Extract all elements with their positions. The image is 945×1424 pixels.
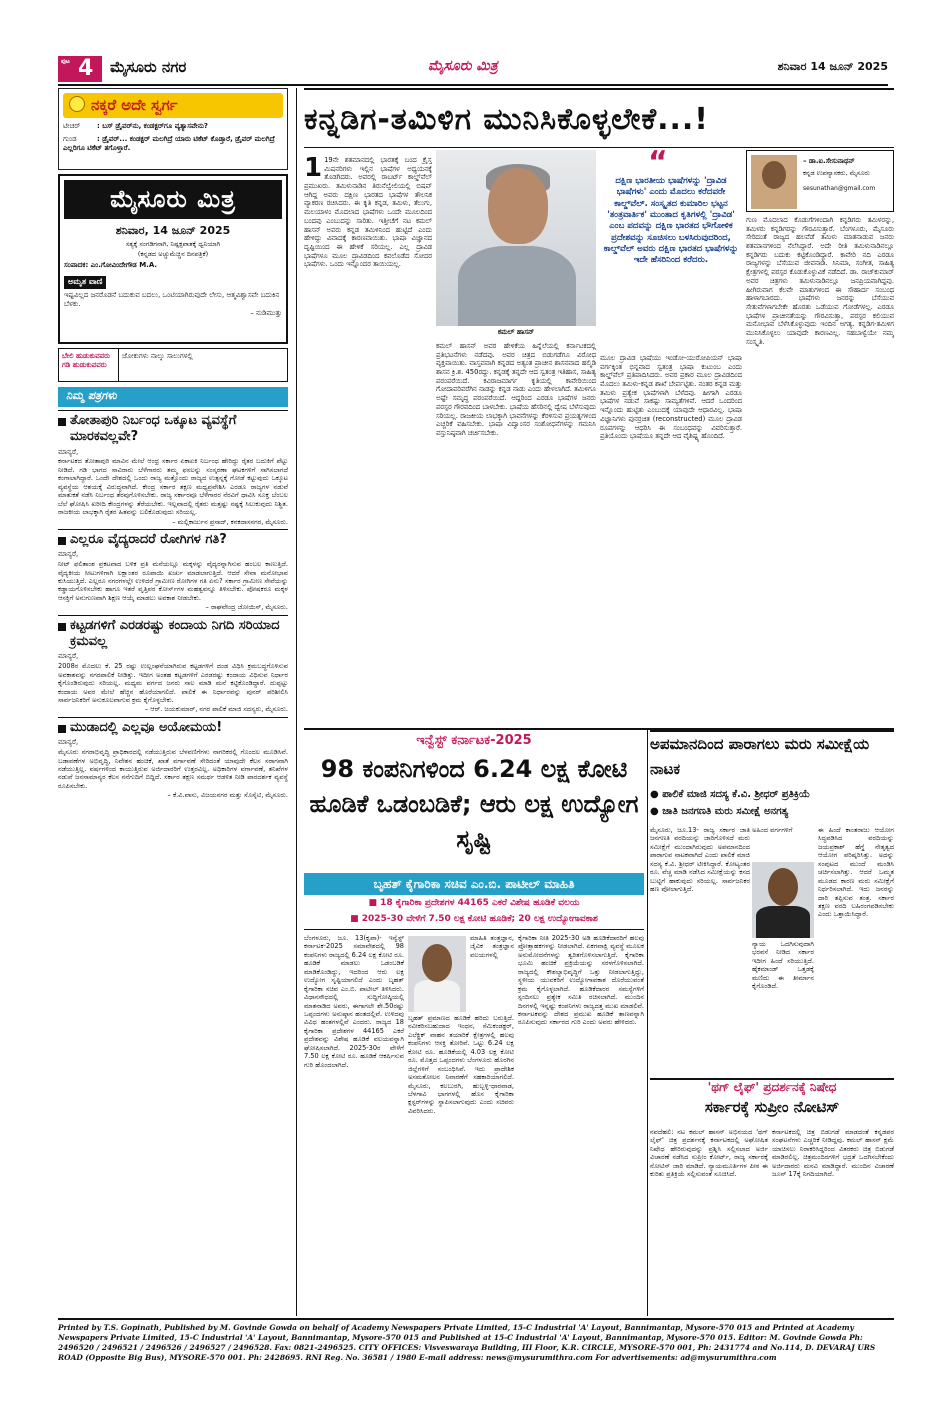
- page-label: ಪುಟ: [61, 58, 70, 65]
- letter-item: [58, 529, 288, 612]
- main-article-col1: [304, 156, 432, 726]
- humor-a-label: ಗುಂಡ: [63, 135, 77, 144]
- survey-headline: ಅಪಮಾನದಿಂದ ಪಾರಾಗಲು ಮರು ಸಮೀಕ್ಷೆಯ ನಾಟಕ: [650, 730, 894, 782]
- page-header: [58, 52, 888, 86]
- author-box: [746, 150, 894, 212]
- letter-body: ಕರ್ನಾಟಕದ ತೋತಾಪುರಿ ಮಾವಿನ ಮೇಲೆ ಆಂಧ್ರ ಸರ್ಕಾರ ಏಕಾಏಕಿ ನಿರ್ಬಂಧ ಹೇರಿದ್ದು ರೈತರ ಬದುಕಿಗೆ ಪೆಟ್ಟು ನೀಡಿದೆ. ಗಡಿ ಭಾಗದ ಸಾವಿರಾರು ಬೆಳೆಗಾರರು ತಮ್ಮ ಫಸಲನ್ನು ಸಂಸ್ಕರಣಾ ಘಟಕಗಳಿಗೆ ಸಾಗಿಸಲಾಗದೆ ಕಂಗಾಲಾಗಿದ್ದಾರೆ. ಒಂದೇ ದೇಶದಲ್ಲಿ ಒಂದು ರಾಜ್ಯ ಮತ್ತೊಂದು ರಾಜ್ಯದ ಉತ್ಪನ್ನಕ್ಕೆ ಗೋಡೆ ಕಟ್ಟುವುದು ಒಕ್ಕೂಟ ವ್ಯವಸ್ಥೆಯ ಆಶಯಕ್ಕೆ ವಿರುದ್ಧವಾಗಿದೆ. ಕೇಂದ್ರ ಸರ್ಕಾರ ತಕ್ಷಣ ಮಧ್ಯಪ್ರವೇಶಿಸಿ ಎರಡೂ ರಾಜ್ಯಗಳ ನಡುವೆ ಮಾತುಕತೆ ನಡೆಸಿ ನಿರ್ಬಂಧ ತೆರವುಗೊಳಿಸಬೇಕು. ರಾಜ್ಯ ಸರ್ಕಾರವೂ ಬೆಳೆಗಾರರ ನೆರವಿಗೆ ಧಾವಿಸಿ ಸೂಕ್ತ ಬೆಂಬಲ ಬೆಲೆ ಘೋಷಿಸಿ ಖರೀದಿ ಕೇಂದ್ರಗಳನ್ನು ತೆರೆಯಬೇಕು. ಇಲ್ಲವಾದಲ್ಲಿ ರೈತರು ಮತ್ತಷ್ಟು ನಷ್ಟಕ್ಕೆ ಸಿಲುಕುವುದು ನಿಶ್ಚಿತ. ರಾಜಕೀಯ ಲಾಭಕ್ಕಾಗಿ ರೈತರ ಹಿತವನ್ನು ಬಲಿಕೊಡುವುದು ಸರಿಯಲ್ಲ.: [58, 457, 288, 517]
- letters-section-title: ನಿಮ್ಮ ಪತ್ರಗಳು: [58, 387, 288, 407]
- photo-caption: ಕಮಲ್ ಹಾಸನ್: [497, 328, 535, 336]
- letter-body: 2008ರ ಮೊದಲು ಕೆ. 25 ರಷ್ಟು ಉಲ್ಲಂಘನೆಯಾಗಿರುವ ಕಟ್ಟಡಗಳಿಗೆ ದಂಡ ವಿಧಿಸಿ ಕ್ರಮಬದ್ಧಗೊಳಿಸುವ ಅವಕಾಶವನ್ನು ನಗರಪಾಲಿಕೆ ನೀಡಿತ್ತು. ಇದೀಗ ಅಂತಹ ಕಟ್ಟಡಗಳಿಗೆ ಎರಡರಷ್ಟು ಕಂದಾಯ ವಿಧಿಸುವ ನಿರ್ಧಾರ ಕೈಗೊಂಡಿರುವುದು ಸರಿಯಲ್ಲ. ಮಧ್ಯಮ ವರ್ಗದ ಜನರು ಸಾಲ ಮಾಡಿ ಮನೆ ಕಟ್ಟಿಕೊಂಡಿದ್ದಾರೆ. ದುಪ್ಪಟ್ಟು ಕಂದಾಯ ಅವರ ಮೇಲೆ ಹೆಚ್ಚಿನ ಹೊರೆಯಾಗಲಿದೆ. ಪಾಲಿಕೆ ಈ ನಿರ್ಧಾರವನ್ನು ಪುನರ್ ಪರಿಶೀಲಿಸಿ ಸಾರ್ವಜನಿಕರಿಗೆ ಅನುಕೂಲವಾಗುವ ಕ್ರಮ ಕೈಗೊಳ್ಳಬೇಕು.: [58, 662, 288, 704]
- letter-salutation: ಮಾನ್ಯರೆ,: [58, 550, 79, 559]
- thuglife-kicker: 'ಥಗ್ ಲೈಫ್' ಪ್ರದರ್ಶನಕ್ಕೆ ನಿಷೇಧ: [650, 1078, 894, 1096]
- tiny-box-left: ಬೇಲಿ ಹುಡುಕುವವರು ಗಡಿ ಹುಡುಕುವವರು: [59, 349, 119, 381]
- minister-photo: [408, 936, 466, 1012]
- amrutha-title: ಅಮೃತ ವಾಣಿ: [64, 276, 106, 288]
- author-photo: [751, 155, 797, 209]
- letter-title: ತೋತಾಪುರಿ ನಿರ್ಬಂಧ ಒಕ್ಕೂಟ ವ್ಯವಸ್ಥೆಗೆ ಮಾರಕವಲ್ಲವೇ?: [58, 413, 288, 446]
- letter-salutation: ಮಾನ್ಯರೆ,: [58, 447, 79, 456]
- invest-kicker: ಇನ್ವೆಸ್ಟ್ ಕರ್ನಾಟಕ-2025: [416, 733, 532, 748]
- invest-headline: 98 ಕಂಪನಿಗಳಿಂದ 6.24 ಲಕ್ಷ ಕೋಟಿ ಹೂಡಿಕೆ ಒಡಂಬಡಿಕೆ; ಆರು ಲಕ್ಷ ಉದ್ಯೋಗ ಸೃಷ್ಟಿ: [309, 755, 639, 853]
- page-number: 4: [78, 56, 94, 81]
- invest-col1: ಬೆಂಗಳೂರು, ಜೂ. 13(ಕೃಪಾ)- ಇನ್ವೆಸ್ಟ್ ಕರ್ನಾಟಕ-2025 ಸಮಾವೇಶದಲ್ಲಿ 98 ಕಂಪನಿಗಳು ರಾಜ್ಯದಲ್ಲಿ 6.24 ಲಕ್ಷ ಕೋಟಿ ರೂ. ಹೂಡಿಕೆ ಮಾಡಲು ಒಡಂಬಡಿಕೆ ಮಾಡಿಕೊಂಡಿದ್ದು, ಇದರಿಂದ ಆರು ಲಕ್ಷ ಉದ್ಯೋಗ ಸೃಷ್ಟಿಯಾಗಲಿದೆ ಎಂದು ಬೃಹತ್ ಕೈಗಾರಿಕಾ ಸಚಿವ ಎಂ.ಬಿ. ಪಾಟೀಲ್ ತಿಳಿಸಿದರು. ವಿಧಾನಸೌಧದಲ್ಲಿ ಸುದ್ದಿಗೋಷ್ಠಿಯಲ್ಲಿ ಮಾತನಾಡಿದ ಅವರು, ಈಗಾಗಲೇ ಶೇ.50ರಷ್ಟು ಒಪ್ಪಂದಗಳು ಅನುಷ್ಠಾನ ಹಂತದಲ್ಲಿವೆ. ಉಳಿದವು ವಿವಿಧ ಹಂತಗಳಲ್ಲಿವೆ ಎಂದರು. ರಾಜ್ಯದ 18 ಕೈಗಾರಿಕಾ ಪ್ರದೇಶಗಳ 44165 ಎಕರೆ ಪ್ರದೇಶವನ್ನು ವಿಶೇಷ ಹೂಡಿಕೆ ವಲಯವನ್ನಾಗಿ ಘೋಷಿಸಲಾಗಿದೆ. 2025-30ರ ವೇಳೆಗೆ 7.50 ಲಕ್ಷ ಕೋಟಿ ರೂ. ಹೂಡಿಕೆ ಆಕರ್ಷಿಸುವ ಗುರಿ ಹೊಂದಲಾಗಿದೆ.: [304, 934, 404, 1069]
- pull-quote: [600, 150, 742, 350]
- humor-answer: [63, 135, 283, 153]
- quote-mark-icon: “: [648, 150, 668, 180]
- main-article-col2: ಕಮಲ್ ಹಾಸನ್ ಅವರ ಹೇಳಿಕೆಯ ಹಿನ್ನೆಲೆಯಲ್ಲಿ ಕರ್ನಾಟಕದಲ್ಲಿ ಪ್ರತಿಭಟನೆಗಳು ನಡೆದವು. ಅವರ ಚಿತ್ರದ ಬಿಡುಗಡೆಗೂ ವಿರೋಧ ವ್ಯಕ್ತವಾಯಿತು. ವಾಸ್ತವವಾಗಿ ಕನ್ನಡದ ಅತ್ಯಂತ ಪ್ರಾಚೀನ ಶಾಸನವಾದ ಹಲ್ಮಿಡಿ ಶಾಸನ ಕ್ರಿ.ಶ. 450ರದ್ದು. ಕನ್ನಡಕ್ಕೆ ತನ್ನದೇ ಆದ ಸ್ವತಂತ್ರ ಇತಿಹಾಸ, ಸಾಹಿತ್ಯ ಪರಂಪರೆಯಿದೆ. ಕವಿರಾಜಮಾರ್ಗ ಕೃತಿಯಲ್ಲಿ ಕಾವೇರಿಯಿಂದ ಗೋದಾವರಿವರೆಗಿನ ನಾಡನ್ನು ಕನ್ನಡ ನಾಡು ಎಂದು ಹೇಳಲಾಗಿದೆ. ತಮಿಳಿಗೂ ಅಷ್ಟೇ ಸಮೃದ್ಧ ಪರಂಪರೆಯಿದೆ. ಆದ್ದರಿಂದ ಎರಡೂ ಭಾಷೆಗಳ ಜನರು ಪರಸ್ಪರ ಗೌರವದಿಂದ ಬಾಳಬೇಕು. ಭಾಷೆಯ ಹೆಸರಿನಲ್ಲಿ ದ್ವೇಷ ಬೆಳೆಸುವುದು ಸರಿಯಲ್ಲ. ರಾಜಕೀಯ ಲಾಭಕ್ಕಾಗಿ ಭಾವನೆಗಳನ್ನು ಕೆರಳಿಸುವ ಪ್ರಯತ್ನಗಳಿಂದ ಎಚ್ಚರಿಕೆ ವಹಿಸಬೇಕು. ಭಾಷಾ ವಿದ್ವಾಂಸರ ಸಂಶೋಧನೆಗಳನ್ನು ಗಮನಿಸಿ ವಸ್ತುನಿಷ್ಠವಾಗಿ ಚರ್ಚಿಸಬೇಕು.: [436, 342, 596, 437]
- letter-item: [58, 615, 288, 714]
- masthead-tagline: ಸತ್ಯಕ್ಕೆ ಸಂಗಡಿಗನಾಗಿ, ನಿಷ್ಪಕ್ಷಪಾತಕ್ಕೆ ಧ್ವನಿಯಾಗಿ: [125, 239, 221, 248]
- humor-q-label: ಟೀಚರ್: [63, 122, 81, 131]
- tiny-box-right: ಜೋಕುಗಳು ನಾಲ್ಕು ಸಾಲುಗಳಲ್ಲಿ: [122, 352, 193, 360]
- thuglife-headline: ಸರ್ಕಾರಕ್ಕೆ ಸುಪ್ರೀಂ ನೋಟಿಸ್: [704, 1098, 840, 1116]
- invest-col3: ಕೈಗಾರಿಕಾ ನೀತಿ 2025-30 ಅಡಿ ಹೂಡಿಕೆದಾರರಿಗೆ ಹಲವು ಪ್ರೋತ್ಸಾಹಕಗಳನ್ನು ನೀಡಲಾಗಿದೆ. ಏಕಗವಾಕ್ಷಿ ವ್ಯವಸ್ಥೆ ಮೂಲಕ ಅನುಮೋದನೆಗಳನ್ನು ತ್ವರಿತಗೊಳಿಸಲಾಗುತ್ತಿದೆ. ಕೈಗಾರಿಕಾ ಭೂಮಿ ಹಂಚಿಕೆ ಪ್ರಕ್ರಿಯೆಯನ್ನು ಸರಳಗೊಳಿಸಲಾಗಿದೆ. ರಾಜ್ಯದಲ್ಲಿ ಕೌಶಲ್ಯಾಭಿವೃದ್ಧಿಗೆ ಒತ್ತು ನೀಡಲಾಗುತ್ತಿದ್ದು, ಸ್ಥಳೀಯ ಯುವಕರಿಗೆ ಉದ್ಯೋಗಾವಕಾಶ ದೊರೆಯುವಂತೆ ಕ್ರಮ ಕೈಗೊಳ್ಳಲಾಗಿದೆ. ಹೂಡಿಕೆದಾರರ ಸಮಸ್ಯೆಗಳಿಗೆ ಸ್ಪಂದಿಸಲು ಪ್ರತ್ಯೇಕ ಸಮಿತಿ ರಚಿಸಲಾಗಿದೆ. ಮುಂದಿನ ದಿನಗಳಲ್ಲಿ ಇನ್ನಷ್ಟು ಕಂಪನಿಗಳು ರಾಜ್ಯದತ್ತ ಮುಖ ಮಾಡಲಿವೆ. ಕರ್ನಾಟಕವನ್ನು ದೇಶದ ಪ್ರಮುಖ ಹೂಡಿಕೆ ತಾಣವನ್ನಾಗಿ ರೂಪಿಸುವುದು ಸರ್ಕಾರದ ಗುರಿ ಎಂದು ಅವರು ಹೇಳಿದರು.: [518, 934, 644, 1027]
- letter-signature: – ಆರ್. ಜಯಕುಮಾರ್, ನಗರ ಪಾಲಿಕೆ ಮಾಜಿ ಸದಸ್ಯರು, ಮೈಸೂರು.: [144, 705, 288, 714]
- letter-title: ಕಟ್ಟಡಗಳಿಗೆ ಎರಡರಷ್ಟು ಕಂದಾಯ ನಿಗದಿ ಸರಿಯಾದ ಕ್ರಮವಲ್ಲ: [58, 618, 288, 651]
- left-column: [58, 88, 288, 1318]
- letter-salutation: ಮಾನ್ಯರೆ,: [58, 652, 79, 661]
- amrutha-author: – ನುಡಿಮುತ್ತು: [250, 308, 282, 317]
- survey-col2-top: ಅಹಿಂದ ವರ್ಗಗಳಿಗೆ: [752, 826, 793, 834]
- humor-title: [63, 93, 283, 118]
- letter-title: ಮುಡಾದಲ್ಲಿ ಎಲ್ಲವೂ ಅಯೋಮಯ!: [58, 720, 288, 736]
- thuglife-col2: ಕರ್ನಾಟಕದಲ್ಲಿ ಚಿತ್ರ ಬಿಡುಗಡೆ ಮಾಡದಂತೆ ಕನ್ನಡಪರ ಸಂಘಟನೆಗಳು ಎಚ್ಚರಿಕೆ ನೀಡಿದ್ದವು. ಕಮಲ್ ಹಾಸನ್ ಕ್ಷಮೆ ಯಾಚಿಸಲು ನಿರಾಕರಿಸಿದ್ದರಿಂದ ವಿತರಕರು ಚಿತ್ರ ಬಿಡುಗಡೆ ಮಾಡಿರಲಿಲ್ಲ. ಚಿತ್ರಮಂದಿರಗಳಿಗೆ ಭದ್ರತೆ ಒದಗಿಸಬೇಕೆಂದು ಅರ್ಜಿದಾರರು ಮನವಿ ಮಾಡಿದ್ದಾರೆ. ಮುಂದಿನ ವಿಚಾರಣೆ ಜೂನ್ 17ಕ್ಕೆ ನಿಗದಿಯಾಗಿದೆ.: [772, 1128, 894, 1179]
- survey-col2: ನ್ಯಾಯ ಒದಗಿಸುವುದಾಗಿ ಭರವಸೆ ನೀಡಿದ ಸರ್ಕಾರ ಇದೀಗ ಹಿಂದೆ ಸರಿಯುತ್ತಿದೆ. ಹೈಕಮಾಂಡ್ ಒತ್ತಡಕ್ಕೆ ಮಣಿದು ಈ ತೀರ್ಮಾನ ಕೈಗೊಂಡಿದೆ.: [752, 940, 814, 991]
- header-date: ಶನಿವಾರ 14 ಜೂನ್ 2025: [777, 60, 888, 73]
- letter-item: [58, 410, 288, 526]
- invest-bullet: ■ 18 ಕೈಗಾರಿಕಾ ಪ್ರದೇಶಗಳ 44165 ಎಕರೆ ವಿಶೇಷ ಹೂಡಿಕೆ ವಲಯ: [368, 898, 580, 908]
- letter-body: ಮೈಸೂರು ನಗರಾಭಿವೃದ್ಧಿ ಪ್ರಾಧಿಕಾರದಲ್ಲಿ ನಡೆಯುತ್ತಿರುವ ಬೆಳವಣಿಗೆಗಳು ನಾಗರಿಕರಲ್ಲಿ ಗೊಂದಲ ಮೂಡಿಸಿವೆ. ಬಡಾವಣೆಗಳ ಅಭಿವೃದ್ಧಿ, ನಿವೇಶನ ಹಂಚಿಕೆ, ಖಾತೆ ವರ್ಗಾವಣೆ ಸೇರಿದಂತೆ ಯಾವುದೇ ಕೆಲಸ ಸರಾಗವಾಗಿ ನಡೆಯುತ್ತಿಲ್ಲ. ವರ್ಷಗಳಿಂದ ಕಾಯುತ್ತಿರುವ ಅರ್ಜಿದಾರರಿಗೆ ಉತ್ತರವಿಲ್ಲ. ಅಧಿಕಾರಿಗಳ ವರ್ಗಾವಣೆ, ತನಿಖೆಗಳ ನಡುವೆ ಜನಸಾಮಾನ್ಯರ ಕೆಲಸ ನನೆಗುದಿಗೆ ಬಿದ್ದಿದೆ. ಸರ್ಕಾರ ತಕ್ಷಣ ಸಮರ್ಥ ಆಡಳಿತ ನೀಡಿ ಪಾರದರ್ಶಕ ವ್ಯವಸ್ಥೆ ರೂಪಿಸಬೇಕು.: [58, 748, 288, 790]
- drop-cap: 1: [304, 156, 323, 183]
- invest-bullet: ■ 2025-30 ವೇಳೆಗೆ 7.50 ಲಕ್ಷ ಕೋಟಿ ಹೂಡಿಕೆ; 20 ಲಕ್ಷ ಉದ್ಯೋಗಾವಕಾಶ: [304, 914, 644, 930]
- letter-signature: – ಮಲ್ಲಿಕಾರ್ಜುನ ಪ್ರಸಾದ್, ಕನಕದಾಸನಗರ, ಮೈಸೂರು.: [172, 517, 288, 526]
- author-email: sesunathan@gmail.com: [803, 185, 876, 192]
- imprint-footer: Printed by T.S. Gopinath, Published by M. Govinde Gowda on behalf of Academy Newspapers Private Limited, 15-C Industrial 'A' Layout, Bannimantap, Mysore-570 015 and Printed at Academy Newspapers Private Limited, 15-C Industrial 'A' Layout, Bannimantap, Mysore-570 015 and Published at 15-C Industrial 'A' Layout, Bannimantap, Mysore-570 015. Editor: M. Govinde Gowda Ph: 2496520 / 2496521 / 2496526 / 2496527 / 2496528. Fax: 0821-2496525. CITY OFFICES: Visveswaraya Building, III Floor, K.R. CIRCLE, MYSORE-570 001, Ph: 2431774 and No.114, D. DEVARAJ URS ROAD (Opposite Big Bus), MYSORE-570 001. Ph: 2428695. RNI Reg. No. 36581 / 1980 E-mail address: news@mysurumithra.com For advertisements: ad@mysurumithra.com: [58, 1318, 894, 1388]
- amrutha-text: ಇಷ್ಟವಿಲ್ಲದ ಜನರೊಡನೆ ಬದುಕುವ ಬದಲು, ಒಂಟಿಯಾಗಿರುವುದೇ ಲೇಸು, ಆತ್ಮವಿಶ್ವಾಸವೇ ಬದುಕಿನ ಬೆಳಕು.: [64, 290, 280, 308]
- header-masthead: ಮೈಸೂರು ಮಿತ್ರ: [428, 58, 498, 74]
- humor-title-text: ನಕ್ಕರೆ ಅದೇ ಸ್ವರ್ಗ: [91, 96, 178, 114]
- masthead-box: [58, 174, 288, 344]
- main-article-col4: ಗುಣ ಮೊದಲಾದ ಕೊಡುಗೆಗಳಿಂದಾಗಿ ಕನ್ನಡಿಗರು ತಮಿಳರನ್ನು, ತಮಿಳರು ಕನ್ನಡಿಗರನ್ನು ಗೌರವಿಸುತ್ತಾರೆ. ಬೆಂಗಳೂರು, ಮೈಸೂರು ಸೇರಿದಂತೆ ರಾಜ್ಯದ ಹಲವೆಡೆ ತಮಿಳು ಮಾತನಾಡುವ ಜನರು ಶತಮಾನಗಳಿಂದ ನೆಲೆಸಿದ್ದಾರೆ. ಅದೇ ರೀತಿ ತಮಿಳುನಾಡಿನಲ್ಲೂ ಕನ್ನಡಿಗರು ಬದುಕು ಕಟ್ಟಿಕೊಂಡಿದ್ದಾರೆ. ಕಾವೇರಿ ನದಿ ಎರಡೂ ರಾಜ್ಯಗಳನ್ನು ಬೆಸೆಯುವ ಜೀವನಾಡಿ. ಸಿನಿಮಾ, ಸಂಗೀತ, ಸಾಹಿತ್ಯ ಕ್ಷೇತ್ರಗಳಲ್ಲಿ ಪರಸ್ಪರ ಕೊಡುಕೊಳ್ಳುವಿಕೆ ನಡೆದಿದೆ. ಡಾ. ರಾಜ್‌ಕುಮಾರ್ ಅವರ ಚಿತ್ರಗಳು ತಮಿಳುನಾಡಿನಲ್ಲೂ ಜನಪ್ರಿಯವಾಗಿದ್ದವು. ಹೀಗಿರುವಾಗ ಕೆಲವೇ ಮಾತುಗಳಿಂದ ಈ ಸೌಹಾರ್ದ ಸಂಬಂಧ ಹಾಳಾಗಬಾರದು. ಭಾಷೆಗಳು ಜನರನ್ನು ಬೆಸೆಯುವ ಸೇತುವೆಗಳಾಗಬೇಕೇ ಹೊರತು ಒಡೆಯುವ ಗೋಡೆಗಳಲ್ಲ. ಎರಡೂ ಭಾಷೆಗಳ ಪ್ರಾಚೀನತೆಯನ್ನು ಗೌರವಿಸುತ್ತಾ, ಪರಸ್ಪರ ಕಲಿಯುವ ಮನೋಭಾವ ಬೆಳೆಸಿಕೊಳ್ಳುವುದು ಇಂದಿನ ಅಗತ್ಯ. ಕನ್ನಡಿಗ-ತಮಿಳಿಗ ಮುನಿಸಿಕೊಳ್ಳಲು ಯಾವುದೇ ಕಾರಣವಿಲ್ಲ. ಸಹಬಾಳ್ವೆಯೇ ನಮ್ಮ ಸಂಸ್ಕೃತಿ.: [746, 216, 894, 346]
- masthead-logo: ಮೈಸೂರು ಮಿತ್ರ: [64, 180, 282, 219]
- letter-item: [58, 717, 288, 800]
- survey-bullet: ● ಜಾತಿ ಜನಗಣತಿ ಮರು ಸಮೀಕ್ಷೆ ಅನಗತ್ಯ: [650, 806, 789, 817]
- masthead-subtagline: (ಕನ್ನಡದ ಅಚ್ಚುಮೆಚ್ಚಿನ ದಿನಪತ್ರಿಕೆ): [137, 250, 209, 259]
- thuglife-col1: ನವದೆಹಲಿ: ನಟ ಕಮಲ್ ಹಾಸನ್ ಅಭಿನಯದ 'ಥಗ್ ಲೈಫ್' ಚಿತ್ರ ಪ್ರದರ್ಶನಕ್ಕೆ ಕರ್ನಾಟಕದಲ್ಲಿ ಅಘೋಷಿತ ನಿಷೇಧ ಹೇರಿರುವುದನ್ನು ಪ್ರಶ್ನಿಸಿ ಸಲ್ಲಿಸಲಾದ ಅರ್ಜಿ ವಿಚಾರಣೆ ನಡೆಸಿದ ಸುಪ್ರೀಂ ಕೋರ್ಟ್, ರಾಜ್ಯ ಸರ್ಕಾರಕ್ಕೆ ನೋಟಿಸ್ ಜಾರಿ ಮಾಡಿದೆ. ನ್ಯಾಯಮೂರ್ತಿಗಳ ಪೀಠ ಈ ಕುರಿತು ಪ್ರತಿಕ್ರಿಯೆ ಸಲ್ಲಿಸುವಂತೆ ಸೂಚಿಸಿದೆ.: [650, 1128, 768, 1179]
- letter-title: ಎಲ್ಲರೂ ವೈದ್ಯರಾದರೆ ರೋಗಿಗಳ ಗತಿ?: [58, 532, 288, 548]
- survey-bullet: ● ಪಾಲಿಕೆ ಮಾಜಿ ಸದಸ್ಯ ಕೆ.ವಿ. ಶ್ರೀಧರ್ ಪ್ರತಿಕ್ರಿಯೆ: [650, 789, 811, 800]
- humor-q-text: : ಬಸ್ ಡ್ರೈವರ್‌ನು, ಕಂಡಕ್ಟರ್‌ಗೂ ವ್ಯತ್ಯಾಸವೇನು?: [97, 122, 208, 131]
- letter-signature: – ರಾಘವೇಂದ್ರ ಜೋಯಿಸ್, ಮೈಸೂರು.: [205, 603, 288, 612]
- sridhar-photo: [752, 862, 814, 938]
- tiny-box: [58, 348, 288, 382]
- invest-col2: ಬೃಹತ್ ಪ್ರಮಾಣದ ಹೂಡಿಕೆ ಹರಿದು ಬರುತ್ತಿದೆ. ನವೀಕರಿಸಬಹುದಾದ ಇಂಧನ, ಸೆಮಿಕಂಡಕ್ಟರ್, ಎಲೆಕ್ಟ್ರಿಕ್ ವಾಹನ ತಯಾರಿಕೆ ಕ್ಷೇತ್ರಗಳಲ್ಲಿ ಹಲವು ಕಂಪನಿಗಳು ಆಸಕ್ತಿ ತೋರಿವೆ. ಒಟ್ಟು 6.24 ಲಕ್ಷ ಕೋಟಿ ರೂ. ಹೂಡಿಕೆಯಲ್ಲಿ 4.03 ಲಕ್ಷ ಕೋಟಿ ರೂ. ಮೊತ್ತದ ಒಪ್ಪಂದಗಳು ಬೆಂಗಳೂರು ಹೊರಗಿನ ಜಿಲ್ಲೆಗಳಿಗೆ ಸಂಬಂಧಿಸಿವೆ. ಇದು ಪ್ರಾದೇಶಿಕ ಅಸಮತೋಲನ ನಿವಾರಣೆಗೆ ಸಹಕಾರಿಯಾಗಲಿದೆ. ಮೈಸೂರು, ಕಲಬುರಗಿ, ಹುಬ್ಬಳ್ಳಿ-ಧಾರವಾಡ, ಬೆಳಗಾವಿ ಭಾಗಗಳಲ್ಲಿ ಹೊಸ ಕೈಗಾರಿಕಾ ಕ್ಲಸ್ಟರ್‌ಗಳನ್ನು ಸ್ಥಾಪಿಸಲಾಗುವುದು ಎಂದು ಸಚಿವರು ವಿವರಿಸಿದರು.: [408, 1014, 514, 1115]
- letter-salutation: ಮಾನ್ಯರೆ,: [58, 738, 79, 747]
- pull-quote-text: ದಕ್ಷಿಣ ಭಾರತೀಯ ಭಾಷೆಗಳನ್ನು 'ದ್ರಾವಿಡ ಭಾಷೆಗಳು' ಎಂದು ಮೊದಲು ಕರೆದವರೇ ಕಾಲ್ಡ್‌ವೆಲ್. ಸಂಸ್ಕೃತದ ಕುಮಾರಿಲ ಭಟ್ಟನ 'ತಂತ್ರವಾರ್ತಿಕ' ಮುಂತಾದ ಕೃತಿಗಳಲ್ಲಿ 'ದ್ರಾವಿಡ' ಎಂಬ ಪದವನ್ನು ದಕ್ಷಿಣ ಭಾರತದ ಭೌಗೋಳಿಕ ಪ್ರದೇಶವನ್ನು ಸೂಚಿಸಲು ಬಳಸಿರುವುದರಿಂದ, ಕಾಲ್ಡ್‌ವೆಲ್ ಅವರು ದಕ್ಷಿಣ ಭಾರತದ ಭಾಷೆಗಳನ್ನು ಇದೇ ಹೆಸರಿನಿಂದ ಕರೆದರು.: [603, 176, 739, 266]
- humor-box: [58, 88, 288, 170]
- masthead-editor: ಸಂಪಾದಕ: ಎಂ.ಗೋವಿಂದೇಗೌಡ M.A.: [64, 261, 158, 270]
- survey-bullets: [650, 786, 894, 822]
- humor-a-text: : ಡ್ರೈವರ್... ಕಂಡಕ್ಟರ್ ಮಲಗಿದ್ರೆ ಯಾರು ಟಿಕೆಟ್ ಕೊಡ್ತಾರೆ, ಡ್ರೈವರ್ ಮಲಗಿದ್ರೆ ಎಲ್ಲರಿಗೂ ಟಿಕೆಟ್ ತಗೊಳ್ತಾರೆ.: [63, 135, 275, 153]
- invest-col2-top: ಮಾಹಿತಿ ತಂತ್ರಜ್ಞಾನ, ಜೈವಿಕ ತಂತ್ರಜ್ಞಾನ ವಲಯಗಳಲ್ಲಿ: [470, 934, 514, 959]
- survey-col1: ಮೈಸೂರು, ಜೂ.13- ರಾಜ್ಯ ಸರ್ಕಾರ ಜಾತಿ ಜನಗಣತಿ ವರದಿಯನ್ನು ಜಾರಿಗೊಳಿಸದೆ ಮರು ಸಮೀಕ್ಷೆಗೆ ಮುಂದಾಗಿರುವುದು ಅಪಮಾನದಿಂದ ಪಾರಾಗುವ ನಾಟಕವಾಗಿದೆ ಎಂದು ಪಾಲಿಕೆ ಮಾಜಿ ಸದಸ್ಯ ಕೆ.ವಿ. ಶ್ರೀಧರ್ ಟೀಕಿಸಿದ್ದಾರೆ. ಕೋಟ್ಯಂತರ ರೂ. ವೆಚ್ಚ ಮಾಡಿ ನಡೆಸಿದ ಸಮೀಕ್ಷೆಯನ್ನು ಕಸದ ಬುಟ್ಟಿಗೆ ಹಾಕುವುದು ಸರಿಯಲ್ಲ. ಸಾರ್ವಜನಿಕರ ಹಣ ಪೋಲಾಗುತ್ತಿದೆ.: [650, 826, 750, 894]
- column-divider: [296, 88, 297, 1316]
- kamal-haasan-photo: [436, 150, 596, 326]
- amrutha-vani: [64, 276, 282, 317]
- main-headline: ಕನ್ನಡಿಗ-ತಮಿಳಿಗ ಮುನಿಸಿಕೊಳ್ಳಲೇಕೆ...!: [304, 88, 894, 148]
- page-number-badge: [58, 56, 102, 82]
- main-article-col3: ಮೂಲ ದ್ರಾವಿಡ ಭಾಷೆಯು ಇಂಡೋ-ಯುರೋಪಿಯನ್ ಭಾಷಾ ವರ್ಗಕ್ಕಿಂತ ಭಿನ್ನವಾದ ಸ್ವತಂತ್ರ ಭಾಷಾ ಕುಟುಂಬ ಎಂದು ಕಾಲ್ಡ್‌ವೆಲ್ ಪ್ರತಿಪಾದಿಸಿದರು. ಅವರ ಪ್ರಕಾರ ಮೂಲ ದ್ರಾವಿಡದಿಂದ ಮೊದಲು ತಮಿಳು-ಕನ್ನಡ ಶಾಖೆ ಬೇರ್ಪಟ್ಟಿತು. ನಂತರ ಕನ್ನಡ ಮತ್ತು ತಮಿಳು ಪ್ರತ್ಯೇಕ ಭಾಷೆಗಳಾಗಿ ಬೆಳೆದವು. ಹೀಗಾಗಿ ಎರಡೂ ಭಾಷೆಗಳ ನಡುವೆ ಸಾಕಷ್ಟು ಸಾಮ್ಯತೆಗಳಿವೆ. ಆದರೆ ಒಂದರಿಂದ ಇನ್ನೊಂದು ಹುಟ್ಟಿತು ಎಂಬುದಕ್ಕೆ ಯಾವುದೇ ಆಧಾರವಿಲ್ಲ. ಭಾಷಾ ವಿಜ್ಞಾನಿಗಳು ಪುನರ್ರಚಿತ (reconstructed) ಮೂಲ ದ್ರಾವಿಡ ರೂಪಗಳನ್ನು ಆಧರಿಸಿ ಈ ಸಂಬಂಧವನ್ನು ವಿವರಿಸುತ್ತಾರೆ. ಪ್ರತಿಯೊಂದು ಭಾಷೆಯೂ ತನ್ನದೇ ಆದ ವೈಶಿಷ್ಟ್ಯ ಹೊಂದಿದೆ.: [600, 354, 742, 441]
- survey-col3: ಈ ಹಿಂದೆ ಕಾಂತರಾಜು ಆಯೋಗ ಸಿದ್ಧಪಡಿಸಿದ ವರದಿಯನ್ನು ಜಯಪ್ರಕಾಶ್ ಹೆಗ್ಡೆ ನೇತೃತ್ವದ ಆಯೋಗ ಪರಿಷ್ಕರಿಸಿತ್ತು. ಅದನ್ನು ಸಂಪುಟದ ಮುಂದೆ ಮಂಡಿಸಿ ಚರ್ಚಿಸಲಾಗಿತ್ತು. ಆದರೆ ಒಮ್ಮತ ಮೂಡದ ಕಾರಣ ಮರು ಸಮೀಕ್ಷೆಗೆ ನಿರ್ಧರಿಸಲಾಗಿದೆ. ಇದು ಜನರನ್ನು ದಾರಿ ತಪ್ಪಿಸುವ ತಂತ್ರ. ಸರ್ಕಾರ ತಕ್ಷಣ ವರದಿ ಬಹಿರಂಗಪಡಿಸಬೇಕು ಎಂದು ಒತ್ತಾಯಿಸಿದ್ದಾರೆ.: [818, 826, 894, 919]
- masthead-date: ಶನಿವಾರ, 14 ಜೂನ್ 2025: [115, 223, 231, 237]
- humor-question: [63, 122, 283, 131]
- invest-subhead-band: ಬೃಹತ್ ಕೈಗಾರಿಕಾ ಸಚಿವ ಎಂ.ಬಿ. ಪಾಟೀಲ್ ಮಾಹಿತಿ: [304, 873, 644, 895]
- author-name: – ಡಾ.ಐ.ಸೇಸುನಾಥನ್: [803, 157, 855, 165]
- letter-body: ನೀಟ್ ಫಲಿತಾಂಶ ಪ್ರಕಟವಾದ ಬಳಿಕ ಪ್ರತಿ ಮನೆಯಲ್ಲೂ ಮಕ್ಕಳನ್ನು ವೈದ್ಯರನ್ನಾಗಿಸುವ ಹಂಬಲ ಕಾಣುತ್ತಿದೆ. ವೈದ್ಯಕೀಯ ಸೀಟುಗಳಿಗಾಗಿ ಲಕ್ಷಾಂತರ ರೂಪಾಯಿ ಖರ್ಚು ಮಾಡಲಾಗುತ್ತಿದೆ. ಆದರೆ ಸೇವಾ ಮನೋಭಾವ ಕುಸಿಯುತ್ತಿದೆ. ಎಲ್ಲರೂ ನಗರಗಳಲ್ಲೇ ಉಳಿದರೆ ಗ್ರಾಮೀಣ ರೋಗಿಗಳ ಗತಿ ಏನು? ಸರ್ಕಾರ ಗ್ರಾಮೀಣ ಸೇವೆಯನ್ನು ಕಡ್ಡಾಯಗೊಳಿಸಬೇಕು ಹಾಗೂ ಇತರೆ ವೃತ್ತಿಪರ ಕೋರ್ಸ್‌ಗಳ ಮಹತ್ವವನ್ನೂ ತಿಳಿಸಬೇಕು. ಪೋಷಕರೂ ಮಕ್ಕಳ ಆಸಕ್ತಿಗೆ ಅನುಗುಣವಾಗಿ ಶಿಕ್ಷಣ ಆಯ್ಕೆ ಮಾಡಲು ಅವಕಾಶ ನೀಡಬೇಕು.: [58, 560, 288, 602]
- letter-signature: – ಕೆ.ವಿ.ವಾಸು, ವಿಜಯನಗರ ಮತ್ತು ಸೊಸೈಟಿ, ಮೈಸೂರು.: [167, 791, 288, 800]
- column-divider: [647, 730, 648, 1316]
- main-article-col1-text: 19ನೇ ಶತಮಾನದಲ್ಲಿ ಭಾರತಕ್ಕೆ ಬಂದ ಕ್ರೈಸ್ತ ಮಿಷನರಿಗಳು ಇಲ್ಲಿನ ಭಾಷೆಗಳ ಅಧ್ಯಯನಕ್ಕೆ ತೊಡಗಿದರು. ಅವರಲ್ಲಿ ರಾಬರ್ಟ್ ಕಾಲ್ಡ್‌ವೆಲ್ ಪ್ರಮುಖರು. ತಮಿಳುನಾಡಿನ ತಿರುನೆಲ್ವೇಲಿಯಲ್ಲಿ ಬಿಷಪ್ ಆಗಿದ್ದ ಅವರು ದಕ್ಷಿಣ ಭಾರತದ ಭಾಷೆಗಳ ತೌಲನಿಕ ವ್ಯಾಕರಣ ರಚಿಸಿದರು. ಈ ಕೃತಿ ಕನ್ನಡ, ತಮಿಳು, ತೆಲುಗು, ಮಲಯಾಳಂ ಮೊದಲಾದ ಭಾಷೆಗಳು ಒಂದೇ ಮೂಲದಿಂದ ಬಂದವು ಎಂಬುದನ್ನು ಸಾರಿತು. ಇತ್ತೀಚೆಗೆ ನಟ ಕಮಲ್ ಹಾಸನ್ ಅವರು ಕನ್ನಡ ತಮಿಳಿನಿಂದ ಹುಟ್ಟಿದೆ ಎಂದು ಹೇಳಿದ್ದು ವಿವಾದಕ್ಕೆ ಕಾರಣವಾಯಿತು. ಭಾಷಾ ವಿಜ್ಞಾನದ ದೃಷ್ಟಿಯಿಂದ ಈ ಹೇಳಿಕೆ ಸರಿಯಲ್ಲ. ಎಲ್ಲ ದ್ರಾವಿಡ ಭಾಷೆಗಳೂ ಮೂಲ ದ್ರಾವಿಡದಿಂದ ಕವಲೊಡೆದ ಸೋದರ ಭಾಷೆಗಳು. ಒಂದು ಇನ್ನೊಂದರ ತಾಯಿಯಲ್ಲ.: [304, 156, 432, 269]
- laughing-face-icon: [69, 96, 85, 112]
- section-name: ಮೈಸೂರು ನಗರ: [110, 58, 187, 76]
- author-designation: ಕನ್ನಡ ಉಪನ್ಯಾಸಕರು, ಮೈಸೂರು: [803, 169, 870, 177]
